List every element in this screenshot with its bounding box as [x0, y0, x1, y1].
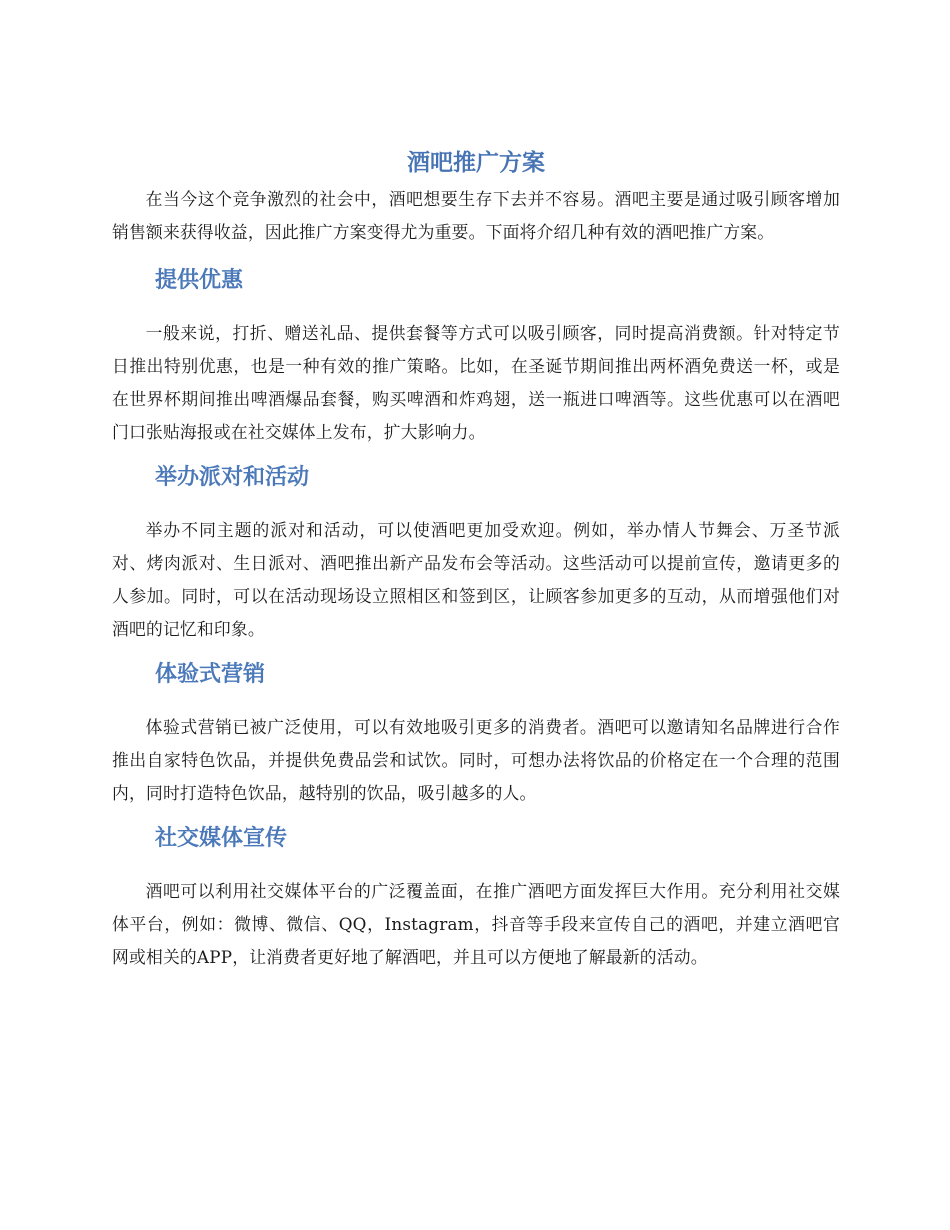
section-experiential-marketing	[112, 658, 840, 810]
section-heading: 社交媒体宣传	[155, 826, 288, 851]
document-body	[112, 146, 840, 974]
section-paragraph: 酒吧可以利用社交媒体平台的广泛覆盖面，在推广酒吧方面发挥巨大作用。充分利用社交媒体平台，例如：微博、微信、QQ，Instagram，抖音等手段来宣传自己的酒吧，并建立酒吧官网或相关的APP，让消费者更好地了解酒吧，并且可以方便地了解最新的活动。	[112, 881, 840, 967]
intro-paragraph: 在当今这个竞争激烈的社会中，酒吧想要生存下去并不容易。酒吧主要是通过吸引顾客增加销售额来获得收益，因此推广方案变得尤为重要。下面将介绍几种有效的酒吧推广方案。	[112, 189, 840, 242]
document-title: 酒吧推广方案	[407, 150, 545, 176]
section-paragraph: 一般来说，打折、赠送礼品、提供套餐等方式可以吸引顾客，同时提高消费额。针对特定节日推出特别优惠，也是一种有效的推广策略。比如，在圣诞节期间推出两杯酒免费送一杯，或是在世界杯期间推出啤酒爆品套餐，购买啤酒和炸鸡翅，送一瓶进口啤酒等。这些优惠可以在酒吧门口张贴海报或在社交媒体上发布，扩大影响力。	[112, 323, 840, 442]
section-heading: 体验式营销	[155, 662, 266, 687]
section-social-media	[112, 822, 840, 974]
section-parties-events	[112, 461, 840, 646]
section-heading: 举办派对和活动	[155, 465, 310, 490]
section-discounts	[112, 264, 840, 449]
section-heading: 提供优惠	[155, 268, 244, 293]
section-paragraph: 体验式营销已被广泛使用，可以有效地吸引更多的消费者。酒吧可以邀请知名品牌进行合作推出自家特色饮品，并提供免费品尝和试饮。同时，可想办法将饮品的价格定在一个合理的范围内，同时打造特色饮品，越特别的饮品，吸引越多的人。	[112, 717, 840, 803]
section-paragraph: 举办不同主题的派对和活动，可以使酒吧更加受欢迎。例如，举办情人节舞会、万圣节派对、烤肉派对、生日派对、酒吧推出新产品发布会等活动。这些活动可以提前宣传，邀请更多的人参加。同时，可以在活动现场设立照相区和签到区，让顾客参加更多的互动，从而增强他们对酒吧的记忆和印象。	[112, 520, 840, 639]
